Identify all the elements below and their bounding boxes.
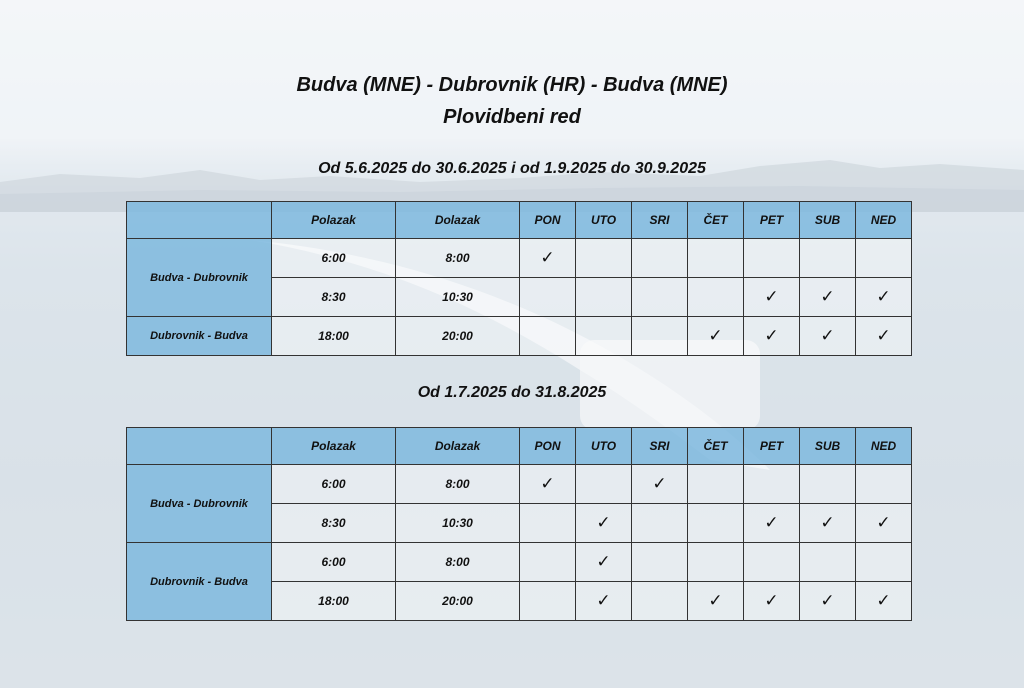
header-corner	[127, 428, 272, 465]
day-cell	[632, 239, 688, 278]
day-cell	[520, 278, 576, 317]
departure-time: 18:00	[272, 317, 396, 356]
day-cell	[576, 239, 632, 278]
day-cell	[688, 317, 744, 356]
departure-time: 6:00	[272, 239, 396, 278]
day-cell	[632, 317, 688, 356]
day-cell	[744, 504, 800, 543]
day-cell	[520, 465, 576, 504]
day-cell	[520, 582, 576, 621]
day-cell	[576, 278, 632, 317]
header-day: UTO	[576, 428, 632, 465]
day-cell	[632, 582, 688, 621]
day-cell	[800, 543, 856, 582]
day-cell	[744, 543, 800, 582]
day-cell	[688, 543, 744, 582]
checkmark-icon: ✓	[596, 591, 611, 610]
header-day: SRI	[632, 428, 688, 465]
checkmark-icon: ✓	[596, 513, 611, 532]
day-cell	[520, 239, 576, 278]
checkmark-icon: ✓	[820, 287, 835, 306]
day-cell	[800, 504, 856, 543]
day-cell	[688, 582, 744, 621]
day-cell	[632, 278, 688, 317]
day-cell	[632, 504, 688, 543]
day-cell	[520, 543, 576, 582]
arrival-time: 8:00	[396, 239, 520, 278]
departure-time: 6:00	[272, 543, 396, 582]
period-heading: Od 5.6.2025 do 30.6.2025 i od 1.9.2025 do 30.9.2025	[318, 160, 706, 177]
table-row	[127, 239, 912, 278]
day-cell	[856, 543, 912, 582]
arrival-time: 8:00	[396, 543, 520, 582]
table-row	[127, 317, 912, 356]
day-cell	[632, 465, 688, 504]
checkmark-icon: ✓	[820, 513, 835, 532]
checkmark-icon: ✓	[764, 326, 779, 345]
checkmark-icon: ✓	[764, 513, 779, 532]
checkmark-icon: ✓	[876, 326, 891, 345]
day-cell	[688, 504, 744, 543]
checkmark-icon: ✓	[540, 248, 555, 267]
arrival-time: 20:00	[396, 317, 520, 356]
departure-time: 8:30	[272, 278, 396, 317]
header-departure: Polazak	[272, 428, 396, 465]
day-cell	[744, 317, 800, 356]
checkmark-icon: ✓	[652, 474, 667, 493]
table-row	[127, 465, 912, 504]
day-cell	[800, 317, 856, 356]
day-cell	[632, 543, 688, 582]
day-cell	[744, 465, 800, 504]
day-cell	[688, 465, 744, 504]
day-cell	[800, 465, 856, 504]
header-day: PON	[520, 428, 576, 465]
header-day: SRI	[632, 202, 688, 239]
checkmark-icon: ✓	[764, 287, 779, 306]
day-cell	[576, 543, 632, 582]
checkmark-icon: ✓	[820, 591, 835, 610]
route-name: Dubrovnik - Budva	[127, 317, 272, 356]
header-day: NED	[856, 202, 912, 239]
day-cell	[800, 239, 856, 278]
header-day: ČET	[688, 202, 744, 239]
day-cell	[856, 582, 912, 621]
checkmark-icon: ✓	[820, 326, 835, 345]
table-row	[127, 543, 912, 582]
header-arrival: Dolazak	[396, 202, 520, 239]
day-cell	[520, 317, 576, 356]
day-cell	[744, 582, 800, 621]
day-cell	[856, 239, 912, 278]
checkmark-icon: ✓	[596, 552, 611, 571]
header-arrival: Dolazak	[396, 428, 520, 465]
header-day: SUB	[800, 202, 856, 239]
day-cell	[800, 582, 856, 621]
header-day: PET	[744, 202, 800, 239]
day-cell	[576, 504, 632, 543]
day-cell	[520, 504, 576, 543]
header-corner	[127, 202, 272, 239]
day-cell	[800, 278, 856, 317]
header-day: PET	[744, 428, 800, 465]
day-cell	[688, 278, 744, 317]
checkmark-icon: ✓	[876, 287, 891, 306]
schedule-table	[126, 427, 912, 621]
header-departure: Polazak	[272, 202, 396, 239]
arrival-time: 8:00	[396, 465, 520, 504]
day-cell	[744, 239, 800, 278]
header-row	[127, 202, 912, 239]
header-day: UTO	[576, 202, 632, 239]
day-cell	[856, 465, 912, 504]
route-name: Dubrovnik - Budva	[127, 543, 272, 621]
checkmark-icon: ✓	[540, 474, 555, 493]
checkmark-icon: ✓	[876, 513, 891, 532]
page-title: Budva (MNE) - Dubrovnik (HR) - Budva (MNE)	[296, 74, 728, 96]
day-cell	[576, 582, 632, 621]
departure-time: 6:00	[272, 465, 396, 504]
day-cell	[744, 278, 800, 317]
departure-time: 18:00	[272, 582, 396, 621]
page-subtitle: Plovidbeni red	[443, 106, 581, 128]
schedule-table	[126, 201, 912, 356]
day-cell	[856, 278, 912, 317]
checkmark-icon: ✓	[708, 326, 723, 345]
day-cell	[576, 317, 632, 356]
route-name: Budva - Dubrovnik	[127, 465, 272, 543]
header-day: NED	[856, 428, 912, 465]
header-day: ČET	[688, 428, 744, 465]
departure-time: 8:30	[272, 504, 396, 543]
day-cell	[688, 239, 744, 278]
checkmark-icon: ✓	[764, 591, 779, 610]
header-day: SUB	[800, 428, 856, 465]
day-cell	[856, 504, 912, 543]
checkmark-icon: ✓	[708, 591, 723, 610]
header-row	[127, 428, 912, 465]
header-day: PON	[520, 202, 576, 239]
period-heading: Od 1.7.2025 do 31.8.2025	[417, 384, 607, 401]
checkmark-icon: ✓	[876, 591, 891, 610]
route-name: Budva - Dubrovnik	[127, 239, 272, 317]
arrival-time: 20:00	[396, 582, 520, 621]
day-cell	[576, 465, 632, 504]
day-cell	[856, 317, 912, 356]
arrival-time: 10:30	[396, 504, 520, 543]
arrival-time: 10:30	[396, 278, 520, 317]
